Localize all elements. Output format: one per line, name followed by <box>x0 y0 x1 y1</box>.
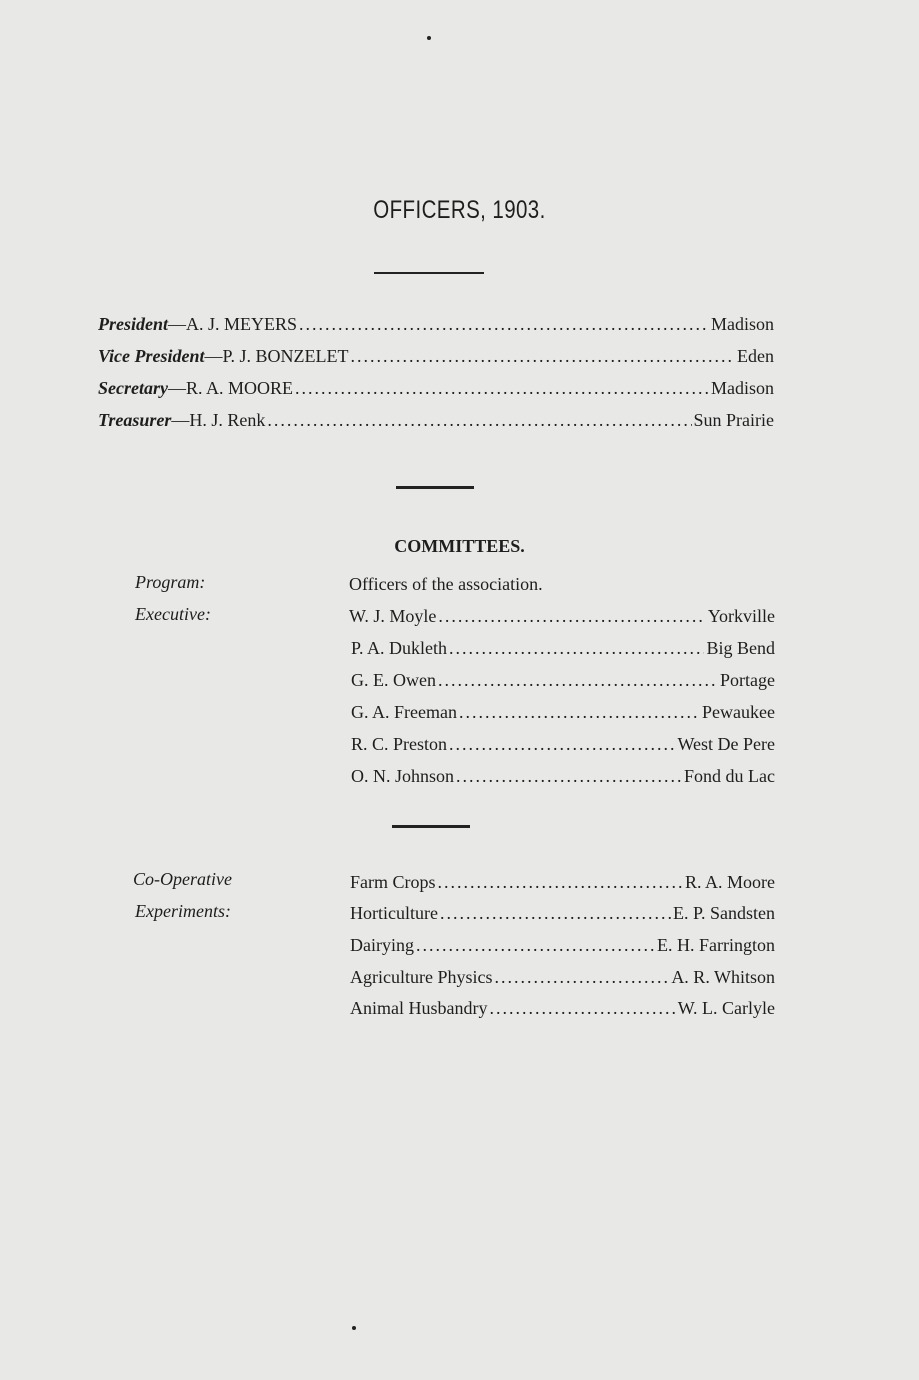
officer-role: President <box>98 314 168 334</box>
leader-dots <box>494 967 669 988</box>
experiment-person: R. A. Moore <box>685 872 775 892</box>
officer-row: Treasurer — H. J. Renk ..... Sun Prairie <box>98 410 774 431</box>
leader-dots <box>438 872 684 893</box>
officer-place: Madison <box>711 314 774 334</box>
officer-name: A. J. MEYERS <box>186 314 298 334</box>
cooperative-row <box>350 903 775 924</box>
executive-member-row <box>351 670 775 691</box>
executive-member-row <box>351 766 775 787</box>
leader-dots <box>449 638 704 659</box>
leader-dots <box>267 410 691 431</box>
experiment-subject: Dairying <box>350 935 414 955</box>
leader-dots <box>456 766 682 787</box>
experiment-person: A. R. Whitson <box>671 967 775 987</box>
executive-label: Executive: <box>135 604 211 624</box>
section-rule <box>396 486 474 489</box>
officer-row: President — A. J. MEYERS ..... Madison <box>98 314 774 335</box>
member-place: Portage <box>720 670 775 690</box>
leader-dots <box>299 314 709 335</box>
member-name: R. C. Preston <box>351 734 448 754</box>
officer-row: Vice President — P. J. BONZELET ..... Eden <box>98 346 774 367</box>
page-speck <box>427 36 431 40</box>
member-name: P. A. Dukleth <box>351 638 448 658</box>
executive-member-row <box>349 606 775 627</box>
leader-dots <box>416 935 655 956</box>
experiment-subject: Animal Husbandry <box>350 998 488 1018</box>
member-name: G. E. Owen <box>351 670 436 690</box>
member-place: Fond du Lac <box>684 766 775 786</box>
leader-dots <box>459 702 700 723</box>
executive-member-row <box>351 702 775 723</box>
member-place: Pewaukee <box>702 702 775 722</box>
leader-dots <box>440 903 671 924</box>
officer-name: H. J. Renk <box>189 410 266 430</box>
officer-name: R. A. MOORE <box>185 378 293 398</box>
leader-dots <box>295 378 709 399</box>
experiment-person: E. H. Farrington <box>657 935 775 955</box>
officer-role: Secretary <box>98 378 168 398</box>
experiment-person: W. L. Carlyle <box>677 998 775 1018</box>
experiment-subject: Agriculture Physics <box>350 967 493 987</box>
officer-row: Secretary — R. A. MOORE ..... Madison <box>98 378 774 399</box>
leader-dots <box>438 606 705 627</box>
cooperative-row <box>350 872 775 893</box>
officer-place: Sun Prairie <box>693 410 774 430</box>
experiment-subject: Horticulture <box>350 903 438 923</box>
member-name: O. N. Johnson <box>351 766 455 786</box>
member-name: G. A. Freeman <box>351 702 457 722</box>
executive-member-row <box>351 734 775 755</box>
member-place: West De Pere <box>677 734 775 754</box>
cooperative-row <box>350 998 775 1019</box>
title-rule <box>374 272 484 274</box>
program-label: Program: <box>135 572 206 592</box>
cooperative-label-line1: Co-Operative <box>133 869 232 889</box>
officer-name: P. J. BONZELET <box>222 346 349 366</box>
section-rule <box>392 825 470 828</box>
officer-place: Eden <box>737 346 774 366</box>
experiment-subject: Farm Crops <box>350 872 436 892</box>
cooperative-row <box>350 967 775 988</box>
leader-dots <box>351 346 736 367</box>
page-speck <box>352 1326 356 1330</box>
program-value: Officers of the association. <box>349 574 543 594</box>
officer-role: Vice President <box>98 346 205 366</box>
experiment-person: E. P. Sandsten <box>672 903 775 923</box>
cooperative-row <box>350 935 775 956</box>
member-place: Yorkville <box>707 606 775 626</box>
member-name: W. J. Moyle <box>349 606 437 626</box>
officer-place: Madison <box>711 378 774 398</box>
page-title: OFFICERS, 1903. <box>373 196 546 224</box>
cooperative-label-line2: Experiments: <box>135 901 231 921</box>
officer-role: Treasurer <box>98 410 172 430</box>
member-place: Big Bend <box>706 638 775 658</box>
leader-dots <box>449 734 675 755</box>
leader-dots <box>438 670 718 691</box>
executive-member-row <box>351 638 775 659</box>
committees-heading: COMMITTEES. <box>394 536 525 556</box>
leader-dots <box>489 998 675 1019</box>
